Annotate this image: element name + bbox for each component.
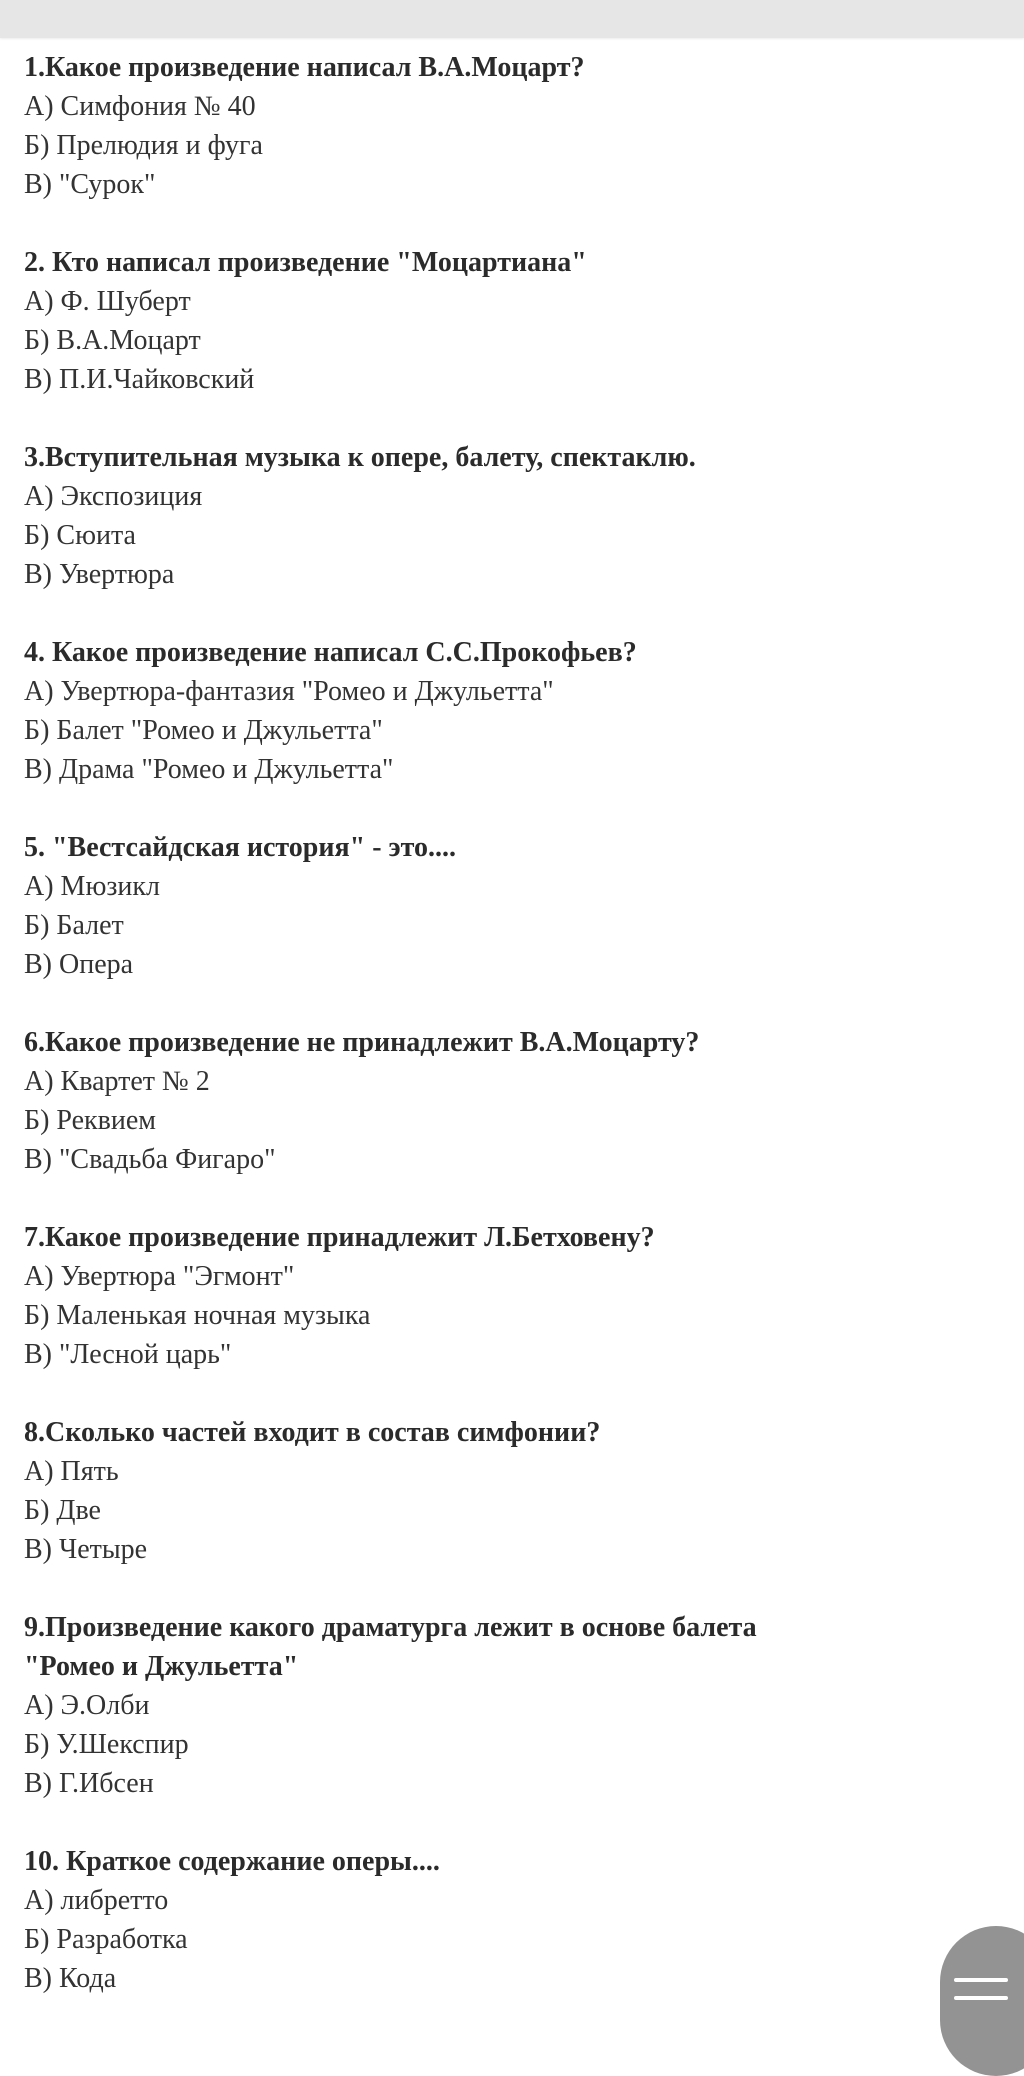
question-title: 4. Какое произведение написал С.С.Прокофьев?: [24, 637, 637, 668]
answer-option: В) Кода: [24, 1963, 117, 1994]
answer-option: Б) Две: [24, 1495, 101, 1526]
answer-option: В) "Сурок": [24, 169, 156, 200]
answer-option: В) Опера: [24, 949, 134, 980]
top-bar: [0, 0, 1024, 38]
question-3: [24, 438, 1004, 594]
answer-option: А) Экспозиция: [24, 481, 203, 512]
question-title: 6.Какое произведение не принадлежит В.А.Моцарту?: [24, 1027, 700, 1058]
question-9: [24, 1608, 1004, 1803]
answer-option: Б) Маленькая ночная музыка: [24, 1300, 371, 1331]
answer-option: В) Четыре: [24, 1534, 148, 1565]
answer-option: Б) Балет "Ромео и Джульетта": [24, 715, 383, 746]
answer-option: А) Увертюра-фантазия "Ромео и Джульетта": [24, 676, 554, 707]
answer-option: В) Г.Ибсен: [24, 1768, 154, 1799]
answer-option: В) Драма "Ромео и Джульетта": [24, 754, 394, 785]
answer-option: А) Э.Олби: [24, 1690, 150, 1721]
answer-option: А) Симфония № 40: [24, 91, 256, 122]
question-1: [24, 48, 1004, 204]
quiz-document: [24, 48, 1004, 2037]
hamburger-line: [954, 1978, 1008, 1982]
answer-option: А) Квартет № 2: [24, 1066, 210, 1097]
question-6: [24, 1023, 1004, 1179]
question-title: 3.Вступительная музыка к опере, балету, спектаклю.: [24, 442, 696, 473]
answer-option: А) либретто: [24, 1885, 169, 1916]
hamburger-line: [954, 1996, 1008, 2000]
question-4: [24, 633, 1004, 789]
answer-option: В) "Свадьба Фигаро": [24, 1144, 276, 1175]
answer-option: Б) Сюита: [24, 520, 136, 551]
answer-option: В) Увертюра: [24, 559, 175, 590]
answer-option: Б) Реквием: [24, 1105, 156, 1136]
answer-option: В) П.И.Чайковский: [24, 364, 255, 395]
question-title: 9.Произведение какого драматурга лежит в основе балета: [24, 1612, 757, 1643]
answer-option: А) Мюзикл: [24, 871, 160, 902]
question-title: 8.Сколько частей входит в состав симфонии?: [24, 1417, 601, 1448]
answer-option: Б) Разработка: [24, 1924, 188, 1955]
answer-option: Б) У.Шекспир: [24, 1729, 189, 1760]
question-title: 10. Краткое содержание оперы....: [24, 1846, 440, 1877]
answer-option: А) Ф. Шуберт: [24, 286, 191, 317]
answer-option: Б) В.А.Моцарт: [24, 325, 201, 356]
answer-option: Б) Прелюдия и фуга: [24, 130, 263, 161]
menu-button[interactable]: [940, 1926, 1024, 2076]
answer-option: А) Пять: [24, 1456, 119, 1487]
question-title: 1.Какое произведение написал В.А.Моцарт?: [24, 52, 585, 83]
question-2: [24, 243, 1004, 399]
question-10: [24, 1842, 1004, 1998]
answer-option: А) Увертюра "Эгмонт": [24, 1261, 295, 1292]
question-5: [24, 828, 1004, 984]
question-title: 2. Кто написал произведение "Моцартиана": [24, 247, 587, 278]
question-7: [24, 1218, 1004, 1374]
question-title: 5. "Вестсайдская история" - это....: [24, 832, 457, 863]
question-title-continued: "Ромео и Джульетта": [24, 1651, 299, 1682]
answer-option: Б) Балет: [24, 910, 124, 941]
question-title: 7.Какое произведение принадлежит Л.Бетховену?: [24, 1222, 655, 1253]
answer-option: В) "Лесной царь": [24, 1339, 232, 1370]
question-8: [24, 1413, 1004, 1569]
